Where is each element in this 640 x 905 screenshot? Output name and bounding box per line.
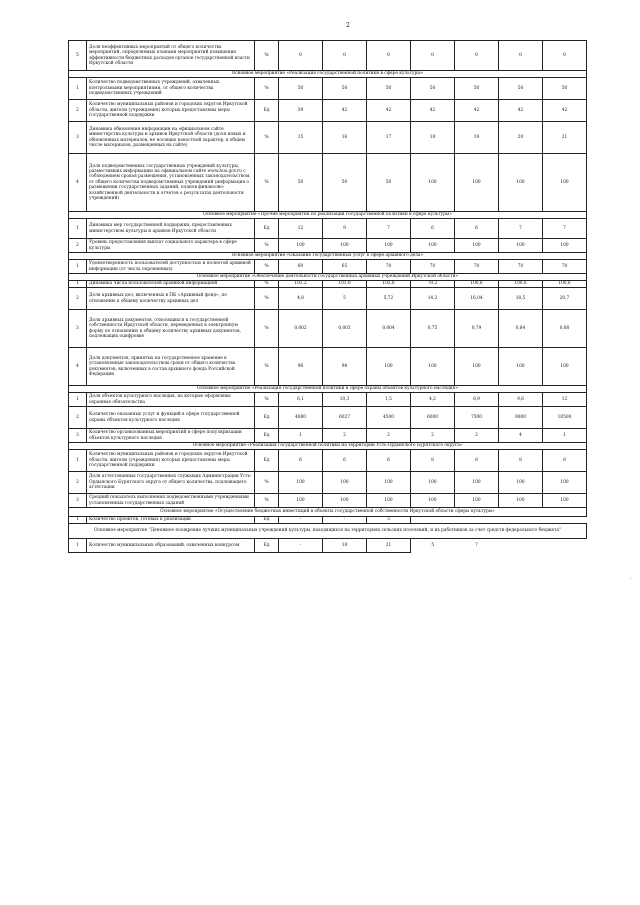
indicator-name: Динамика обновления информации на официальном сайте министерства культуры и архивов Иркутской области (доля новых и обновленных материалов, не носящих новостной характер, в общем числе материалов, размещенных на сайте) — [87, 122, 255, 154]
value-cell: 100 — [411, 348, 455, 386]
row-number: 1 — [69, 78, 87, 100]
value-cell: 105,8 — [367, 281, 411, 288]
value-cell: 0 — [279, 41, 323, 71]
value-cell: 6 — [279, 450, 323, 472]
value-cell: 70 — [367, 260, 411, 274]
value-cell: 4500 — [367, 407, 411, 429]
row-number: 1 — [69, 450, 87, 472]
indicator-name: Уровень предоставления выплат социального характера в сфере культуры — [87, 239, 255, 253]
value-cell: 17 — [367, 122, 411, 154]
table-row — [69, 219, 587, 239]
value-cell: 100 — [499, 472, 543, 494]
value-cell: 0 — [543, 41, 587, 71]
indicator-name: Количество проектов, готовых к реализации — [87, 517, 255, 524]
unit-cell: % — [255, 41, 279, 71]
value-cell: 100 — [411, 239, 455, 253]
value-cell: 100 — [543, 154, 587, 212]
value-cell: 7 — [499, 219, 543, 239]
value-cell: 65 — [323, 260, 367, 274]
section-header-row — [69, 524, 587, 539]
value-cell: 18 — [411, 122, 455, 154]
page-number: 2 — [346, 22, 350, 29]
value-cell: 42 — [323, 100, 367, 122]
value-cell — [455, 517, 499, 524]
value-cell: 16,04 — [455, 288, 499, 310]
table-row — [69, 348, 587, 386]
value-cell: 6000 — [411, 407, 455, 429]
value-cell: 50 — [323, 154, 367, 212]
value-cell: 50 — [411, 78, 455, 100]
table-row — [69, 100, 587, 122]
value-cell: 10,3 — [323, 393, 367, 407]
value-cell: 9000 — [499, 407, 543, 429]
value-cell: 21 — [367, 539, 411, 553]
value-cell: 100 — [411, 154, 455, 212]
value-cell: 18,5 — [499, 288, 543, 310]
section-header-row — [69, 508, 587, 517]
value-cell: 100 — [455, 239, 499, 253]
table-row — [69, 122, 587, 154]
indicator-name: Динамика мер государственной поддержки, предоставленных министерством культуры и архивов Иркутской области — [87, 219, 255, 239]
unit-cell: % — [255, 78, 279, 100]
margin-mark: . — [630, 575, 632, 581]
value-cell: 50 — [367, 154, 411, 212]
value-cell: 8 — [455, 450, 499, 472]
value-cell: 6027 — [323, 407, 367, 429]
value-cell: 0,75 — [411, 310, 455, 348]
value-cell: 100,6 — [543, 281, 587, 288]
value-cell: 19 — [455, 122, 499, 154]
section-title: Основное мероприятие «Осуществление бюджетных инвестиций в объекты государственной собственности Иркутской области сферы культуры» — [69, 508, 587, 517]
table-row — [69, 310, 587, 348]
value-cell: 0,004 — [367, 310, 411, 348]
row-number: 1 — [69, 260, 87, 274]
value-cell: 100 — [279, 472, 323, 494]
value-cell: 8 — [543, 450, 587, 472]
table-row — [69, 539, 587, 553]
indicator-name: Доля документов, принятых на государственное хранение в установленные законодательством сроки от общего количества документов, включенных в состав архивного фонда Российской Федерации — [87, 348, 255, 386]
row-number: 3 — [69, 494, 87, 508]
value-cell: 100 — [499, 154, 543, 212]
row-number: 1 — [69, 539, 87, 553]
value-cell: 0,002 — [279, 310, 323, 348]
value-cell: 100 — [455, 472, 499, 494]
value-cell: 6,1 — [279, 393, 323, 407]
section-title: Основное мероприятие "Денежное поощрение лучших муниципальных учреждений культуры, находящихся на территориях сельских поселений, и их работников за счет средств федерального бюджета" — [69, 524, 587, 539]
indicator-name: Динамика числа пользователей архивной информацией — [87, 281, 255, 288]
value-cell: 4880 — [279, 407, 323, 429]
value-cell: 100 — [279, 494, 323, 508]
table-row — [69, 78, 587, 100]
value-cell: 50 — [543, 78, 587, 100]
value-cell: 0,79 — [455, 310, 499, 348]
value-cell: 2 — [367, 429, 411, 443]
value-cell: 14,2 — [411, 288, 455, 310]
table-row — [69, 450, 587, 472]
value-cell: 5 — [431, 543, 435, 549]
value-cell: 0 — [323, 41, 367, 71]
unit-cell: % — [255, 239, 279, 253]
indicator-name: Доля объектов культурного наследия, на которые оформлены охранные обязательства — [87, 393, 255, 407]
value-cell: 101,2 — [279, 281, 323, 288]
value-cell: 0,88 — [543, 310, 587, 348]
unit-cell: Ед — [255, 517, 279, 524]
row-number: 2 — [69, 472, 87, 494]
section-title: Основное мероприятие «Реализация государственной политики в сфере охраны объектов культурного наследия» — [69, 386, 587, 393]
unit-cell: % — [255, 281, 279, 288]
section-header-row — [69, 443, 587, 450]
indicator-name: Доля подведомственных государственных учреждений культуры, разместивших информацию на официальном сайте www.bus.gov.ru с соблюдением сроков размещения, установленных законодательством, от общего количества подведомственных учреждений (информация о размещении государственных заданий, планов финансово-хозяйственной деятельности и отчетов о результатах деятельности учреждений) — [87, 154, 255, 212]
unit-cell: % — [255, 288, 279, 310]
value-cell: 42 — [411, 100, 455, 122]
row-number: 1 — [69, 281, 87, 288]
value-cell: 100 — [411, 494, 455, 508]
value-cell: 0 — [499, 41, 543, 71]
indicator-name: Количество муниципальных районов и городских округов Иркутской области, жители (учреждения) которых предоставлены меры государственной поддержки — [87, 100, 255, 122]
value-cell: 100 — [499, 239, 543, 253]
row-number: 1 — [69, 517, 87, 524]
value-cell: 20 — [499, 122, 543, 154]
value-cell: 8 — [411, 450, 455, 472]
value-cell: 1 — [543, 429, 587, 443]
table-row — [69, 154, 587, 212]
value-cell: 70 — [411, 260, 455, 274]
unit-cell: % — [255, 154, 279, 212]
table-row — [69, 260, 587, 274]
row-number: 2 — [69, 288, 87, 310]
value-cell: 100 — [411, 472, 455, 494]
value-cell: 42 — [455, 100, 499, 122]
indicator-name: Количество оказанных услуг и функций в сфере государственной охраны объектов культурного наследия — [87, 407, 255, 429]
value-cell: 15 — [279, 122, 323, 154]
value-cell: 100 — [543, 239, 587, 253]
value-cell: 70 — [543, 260, 587, 274]
value-cell — [543, 539, 587, 553]
indicator-name: Доля аттестованных государственных служащих Администрации Усть-Ордынского Бурятского округа от общего количества, подлежащего аттестации — [87, 472, 255, 494]
value-cell: 4,2 — [411, 393, 455, 407]
value-cell: 60 — [279, 260, 323, 274]
indicator-name: Доля архивных дел, включенных в ПК «Архивный фонд», по отношению к общему количеству архивных дел — [87, 288, 255, 310]
value-cell: 39 — [279, 100, 323, 122]
section-header-row — [69, 253, 587, 260]
value-cell: 6 — [367, 450, 411, 472]
row-number: 2 — [69, 100, 87, 122]
value-cell: 100 — [323, 239, 367, 253]
table-row — [69, 41, 587, 71]
indicators-table — [68, 40, 587, 553]
value-cell: 7500 — [455, 407, 499, 429]
value-cell: 50 — [499, 78, 543, 100]
value-cell: 100 — [455, 154, 499, 212]
value-cell: 3 — [367, 517, 411, 524]
value-cell: - — [279, 539, 323, 553]
value-cell: 8 — [499, 450, 543, 472]
row-number: 4 — [69, 154, 87, 212]
unit-cell: % — [255, 472, 279, 494]
table-row — [69, 281, 587, 288]
unit-cell: % — [255, 393, 279, 407]
value-cell: 7 — [543, 219, 587, 239]
value-cell: 16 — [323, 122, 367, 154]
table-row — [69, 494, 587, 508]
unit-cell: Ед — [255, 539, 279, 553]
row-number: 3 — [69, 429, 87, 443]
value-cell: 0 — [411, 41, 455, 71]
value-cell: 42 — [543, 100, 587, 122]
indicator-name: Количество подведомственных учреждений, охваченных контрольными мероприятиями, от общего количества подведомственных учреждений — [87, 78, 255, 100]
row-number: 1 — [69, 393, 87, 407]
value-cell: 70 — [455, 260, 499, 274]
section-header-row — [69, 212, 587, 219]
value-cell: 9,6 — [499, 393, 543, 407]
value-cell: 100 — [543, 472, 587, 494]
indicator-name: Доля неэффективных мероприятий от общего количества мероприятий, определяемых планами мероприятий повышения эффективности бюджетных расходов органов государственной власти Иркутской области — [87, 41, 255, 71]
value-cell: 101,0 — [323, 281, 367, 288]
value-cell — [543, 517, 587, 524]
value-cell: 2 — [323, 429, 367, 443]
value-cell: 10500 — [543, 407, 587, 429]
value-cell: 98 — [323, 348, 367, 386]
value-cell: 100,6 — [455, 281, 499, 288]
value-cell: 100 — [455, 348, 499, 386]
value-cell: 42 — [367, 100, 411, 122]
row-number: 2 — [69, 239, 87, 253]
value-cell: 42 — [499, 100, 543, 122]
value-cell: 100 — [455, 494, 499, 508]
value-cell — [499, 539, 543, 553]
table-row — [69, 393, 587, 407]
value-cell: 0 — [455, 41, 499, 71]
value-cell: 50 — [455, 78, 499, 100]
unit-cell: % — [255, 122, 279, 154]
value-cell: 100 — [323, 472, 367, 494]
section-title: Основное мероприятие «Обеспечение деятельности государственных архивных учреждений Иркутской области» — [69, 274, 587, 281]
section-header-row — [69, 71, 587, 78]
value-cell: 100 — [279, 239, 323, 253]
value-cell: 4,8 — [279, 288, 323, 310]
table-row — [69, 429, 587, 443]
value-cell: 4 — [499, 429, 543, 443]
value-cell: 1,5 — [367, 393, 411, 407]
unit-cell: % — [255, 494, 279, 508]
value-cell: 20,7 — [543, 288, 587, 310]
value-cell: 50 — [367, 78, 411, 100]
value-cell: 96 — [279, 348, 323, 386]
row-number: 4 — [69, 348, 87, 386]
value-cell: 0,84 — [499, 310, 543, 348]
section-title: Основное мероприятие «Прочие мероприятия по реализации государственной политики в сфере культуры» — [69, 212, 587, 219]
value-cell: 0 — [367, 41, 411, 71]
unit-cell: Ед — [255, 219, 279, 239]
table-row — [69, 472, 587, 494]
table-row — [69, 517, 587, 524]
value-cell: - — [279, 517, 323, 524]
value-cell — [499, 517, 543, 524]
unit-cell: Ед — [255, 450, 279, 472]
value-cell: 100 — [499, 348, 543, 386]
value-cell: 100 — [543, 348, 587, 386]
value-cell: 12 — [543, 393, 587, 407]
value-cell: 50 — [279, 154, 323, 212]
value-cell: 5,72 — [367, 288, 411, 310]
value-cell: 21 — [543, 122, 587, 154]
value-cell: 70,2 — [411, 281, 455, 288]
row-number: 5 — [69, 41, 87, 71]
indicator-name: Количество муниципальных образований, охваченных конкурсом — [87, 539, 255, 553]
value-cell: 12 — [279, 219, 323, 239]
value-cell: 0,003 — [323, 310, 367, 348]
value-cell — [411, 517, 455, 524]
value-cell: - — [323, 517, 367, 524]
indicator-name: Количество организованных мероприятий в сфере популяризации объектов культурного наследия — [87, 429, 255, 443]
value-cell: 6 — [323, 450, 367, 472]
value-cell: 6 — [455, 219, 499, 239]
section-header-row — [69, 274, 587, 281]
value-cell: 9 — [323, 219, 367, 239]
section-header-row — [69, 386, 587, 393]
section-title: Основное мероприятие «Реализация государственной политики в сфере культуры» — [69, 71, 587, 78]
section-title: Основное мероприятие «Оказание государственных услуг в сфере архивного дела» — [69, 253, 587, 260]
value-cell: 70 — [499, 260, 543, 274]
indicator-name: Средний показатель выполнения подведомственными учреждениями установленных государственных заданий — [87, 494, 255, 508]
table-row — [69, 288, 587, 310]
value-cell: 100 — [323, 494, 367, 508]
value-cell: 7 — [475, 543, 478, 549]
value-cell: 6 — [411, 219, 455, 239]
table-row — [69, 407, 587, 429]
section-title: Основное мероприятие «Реализация государственной политики на территории Усть-Ордынского Бурятского округа» — [69, 443, 587, 450]
indicator-name: Удовлетворенность пользователей доступностью и полнотой архивной информации (от числа опрошенных) — [87, 260, 255, 274]
unit-cell: Ед — [255, 407, 279, 429]
unit-cell: % — [255, 348, 279, 386]
indicator-name: Количество муниципальных районов и городских округов Иркутской области, жители (учреждения) которых предоставлены меры государственной поддержки — [87, 450, 255, 472]
value-cell: 100 — [367, 239, 411, 253]
row-number: 2 — [69, 407, 87, 429]
value-cell: 5 — [323, 288, 367, 310]
value-cell: 50 — [323, 78, 367, 100]
value-cell: 100 — [367, 494, 411, 508]
indicator-name: Доля архивных документов, относящихся к государственной собственности Иркутской области, переведенных в электронную форму по отношению к общему количеству архивных документов, подлежащих оцифровке — [87, 310, 255, 348]
value-cell: 18 — [323, 539, 367, 553]
value-cell: 2 — [455, 429, 499, 443]
value-cell: 100 — [543, 494, 587, 508]
value-cell: 100 — [499, 494, 543, 508]
row-number: 3 — [69, 122, 87, 154]
row-number: 1 — [69, 219, 87, 239]
value-cell: 100,6 — [499, 281, 543, 288]
unit-cell: % — [255, 260, 279, 274]
value-cell: 1 — [279, 429, 323, 443]
value-cell: 2 — [411, 429, 455, 443]
value-cell: 50 — [279, 78, 323, 100]
value-cell: 100 — [367, 348, 411, 386]
value-cell: 100 — [367, 472, 411, 494]
value-cell: 7 — [367, 219, 411, 239]
row-number: 3 — [69, 310, 87, 348]
unit-cell: % — [255, 310, 279, 348]
table-row — [69, 239, 587, 253]
unit-cell: Ед — [255, 100, 279, 122]
unit-cell: Ед — [255, 429, 279, 443]
value-cell: 6,9 — [455, 393, 499, 407]
